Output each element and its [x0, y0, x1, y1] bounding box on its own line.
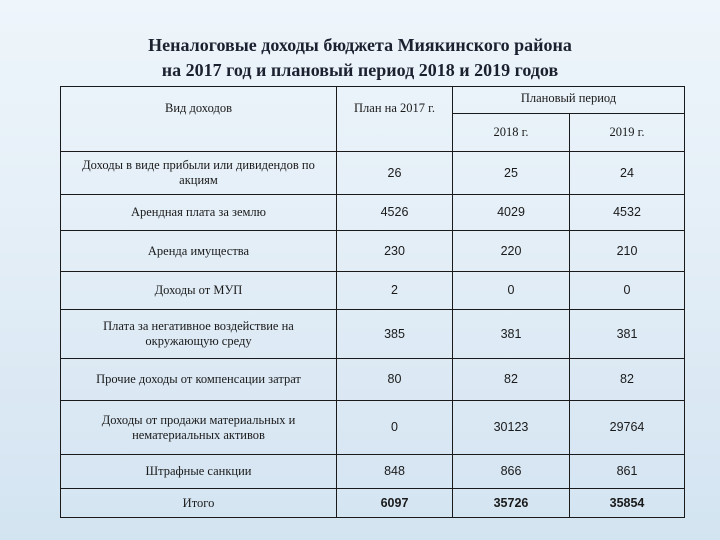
table-row: [61, 310, 685, 359]
cell-2019: 210: [570, 231, 685, 272]
cell-2019: 861: [570, 455, 685, 489]
table-row: [61, 195, 685, 231]
cell-plan-2017: 26: [337, 152, 453, 195]
total-2019: 35854: [570, 489, 685, 518]
table-row: [61, 455, 685, 489]
header-row-1: [61, 87, 685, 114]
row-name: Плата за негативное воздействие на окружающую среду: [61, 310, 337, 359]
cell-2018: 0: [453, 272, 570, 310]
total-row: [61, 489, 685, 518]
row-name: Доходы от МУП: [61, 272, 337, 310]
page-title: [0, 33, 720, 83]
cell-plan-2017: 2: [337, 272, 453, 310]
table-row: [61, 231, 685, 272]
cell-2018: 866: [453, 455, 570, 489]
table-row: [61, 359, 685, 401]
cell-2019: 29764: [570, 401, 685, 455]
row-name: Доходы в виде прибыли или дивидендов по акциям: [61, 152, 337, 195]
header-plan-2017: План на 2017 г.: [337, 87, 453, 152]
revenue-table: [60, 86, 685, 518]
header-planned-period: Плановый период: [453, 87, 685, 114]
title-line-2: на 2017 год и плановый период 2018 и 2019 годов: [161, 60, 559, 80]
header-2018: 2018 г.: [453, 114, 570, 152]
cell-plan-2017: 0: [337, 401, 453, 455]
cell-2019: 381: [570, 310, 685, 359]
row-name: Аренда имущества: [61, 231, 337, 272]
total-label: Итого: [61, 489, 337, 518]
table-row: [61, 401, 685, 455]
table-row: [61, 152, 685, 195]
row-name: Арендная плата за землю: [61, 195, 337, 231]
row-name: Штрафные санкции: [61, 455, 337, 489]
cell-2018: 220: [453, 231, 570, 272]
title-line-1: Неналоговые доходы бюджета Миякинского района: [148, 35, 572, 55]
cell-2018: 82: [453, 359, 570, 401]
cell-plan-2017: 80: [337, 359, 453, 401]
row-name: Доходы от продажи материальных и нематериальных активов: [61, 401, 337, 455]
cell-2018: 30123: [453, 401, 570, 455]
table-row: [61, 272, 685, 310]
cell-2018: 381: [453, 310, 570, 359]
cell-plan-2017: 848: [337, 455, 453, 489]
cell-2019: 0: [570, 272, 685, 310]
cell-plan-2017: 230: [337, 231, 453, 272]
row-name: Прочие доходы от компенсации затрат: [61, 359, 337, 401]
total-plan-2017: 6097: [337, 489, 453, 518]
cell-2019: 82: [570, 359, 685, 401]
cell-2019: 24: [570, 152, 685, 195]
header-2019: 2019 г.: [570, 114, 685, 152]
header-type: Вид доходов: [61, 87, 337, 152]
cell-2018: 4029: [453, 195, 570, 231]
cell-2019: 4532: [570, 195, 685, 231]
cell-2018: 25: [453, 152, 570, 195]
cell-plan-2017: 4526: [337, 195, 453, 231]
cell-plan-2017: 385: [337, 310, 453, 359]
total-2018: 35726: [453, 489, 570, 518]
